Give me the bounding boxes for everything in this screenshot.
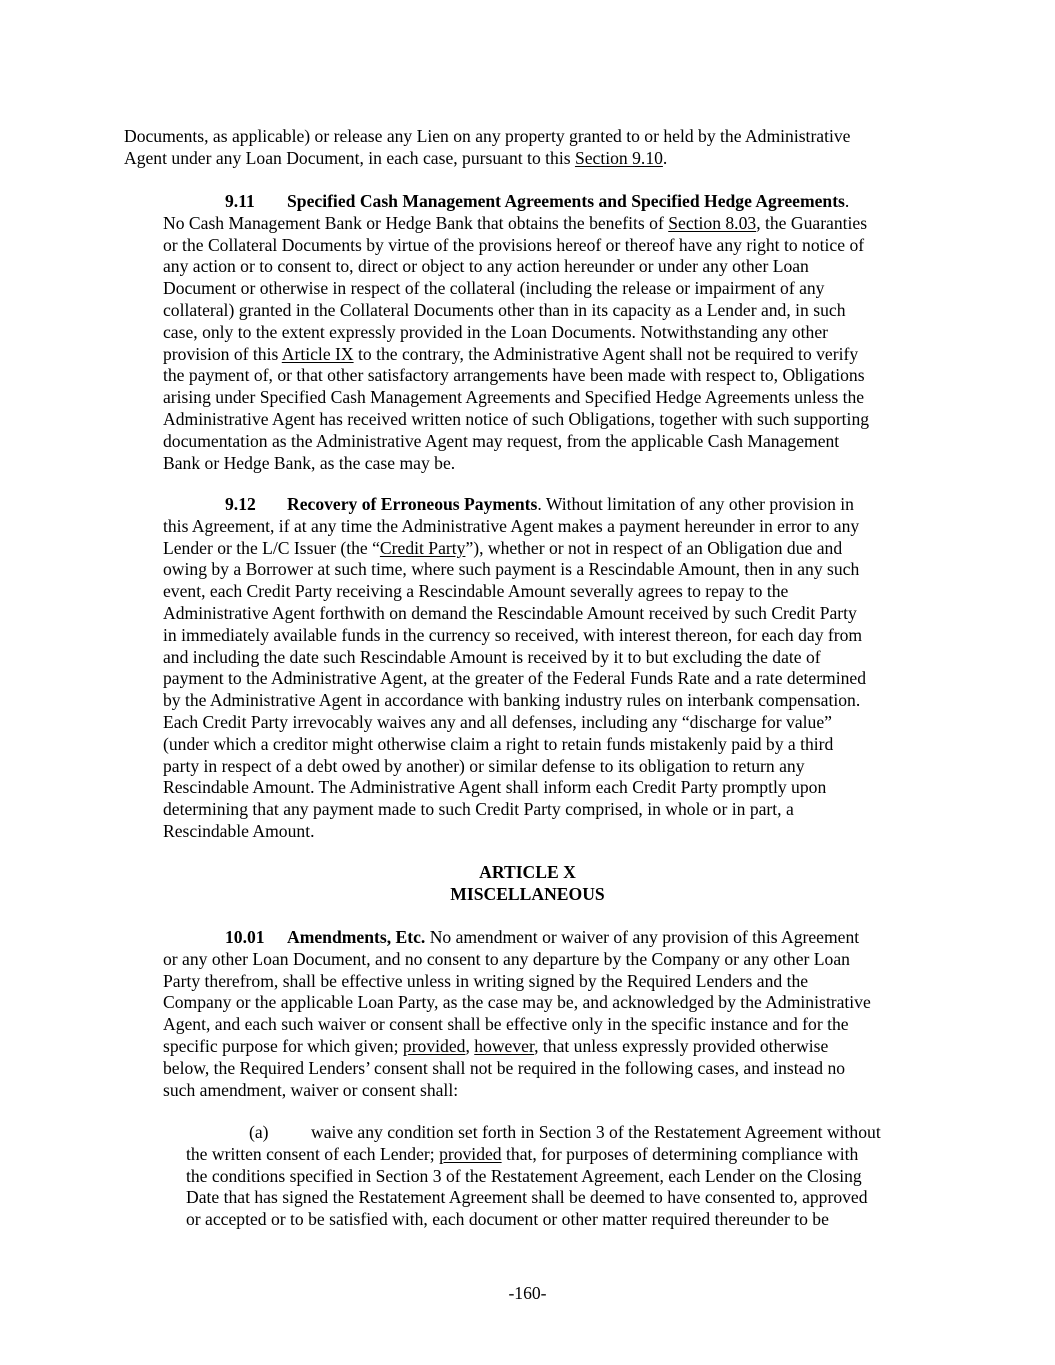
article-subtitle: MISCELLANEOUS [450,883,605,904]
section-heading: 9.12 Recovery of Erroneous Payments. Without limitation of any other provision in [225,494,854,514]
text-line: by the Administrative Agent in accordance with banking industry rules on interbank compensation. [163,690,861,711]
text-line: or accepted or to be satisfied with, each document or other matter required thereunder to be [186,1209,829,1230]
text-line: documentation as the Administrative Agent may request, from the applicable Cash Management [163,430,840,451]
section-number: 10.01 [225,927,265,947]
text-line: Rescindable Amount. [163,820,315,841]
text-line: Company or the applicable Loan Party, as the case may be, and acknowledged by the Administrative [163,992,871,1013]
clause-a [186,1122,881,1231]
text-line: event, each Credit Party receiving a Rescindable Amount severally agrees to repay to the [163,581,789,602]
section-reference-link: Section 8.03 [668,212,757,233]
text-line: determining that any payment made to such Credit Party comprised, in whole or in part, a [163,799,794,820]
defined-term: however [474,1035,535,1056]
text-line: or the Collateral Documents by virtue of the provisions hereof or thereof have any right to notice of [163,234,865,255]
text-line: Documents, as applicable) or release any Lien on any property granted to or held by the Administrative [124,126,851,146]
text-line: the payment of, or that other satisfactory arrangements have been made with respect to, Obligations [163,365,865,386]
section-reference-link: Section 9.10 [574,147,663,168]
section-number: 9.11 [225,191,255,211]
text-line: any action or to consent to, direct or object to any action hereunder or under any other Loan [163,256,809,277]
text-line: Agent under any Loan Document, in each case, pursuant to this Section 9.10. [124,147,668,168]
text-line: Administrative Agent has received written notice of such Obligations, together with such supporting [163,408,870,429]
text-line: Rescindable Amount. The Administrative Agent shall inform each Credit Party promptly upon [163,777,827,798]
section-number: 9.12 [225,494,256,514]
text-line: party in respect of a debt owed by another) or similar defense to its obligation to return any [163,755,805,776]
defined-term: provided [439,1143,502,1164]
text-line: this Agreement, if at any time the Administrative Agent makes a payment hereunder in error to any [163,515,860,536]
text-line: arising under Specified Cash Management Agreements and Specified Hedge Agreements unless the [163,387,865,408]
text-line: collateral) granted in the Collateral Documents other than in its capacity as a Lender and, in such [163,299,846,320]
section-heading: 10.01 Amendments, Etc. No amendment or waiver of any provision of this Agreement [225,927,860,947]
text-line: Each Credit Party irrevocably waives any and all defenses, including any “discharge for value” [163,711,832,732]
article-reference-link: Article IX [281,343,354,364]
section-heading: 9.11 Specified Cash Management Agreements and Specified Hedge Agreements. [225,191,850,211]
text-line: specific purpose for which given; provided, however, that unless expressly provided otherwise [163,1035,829,1056]
text-line: Document or otherwise in respect of the collateral (including the release or impairment of any [163,278,825,299]
text-line: owing by a Borrower at such time, where such payment is a Rescindable Amount, then in any such [163,559,860,580]
text-line: Bank or Hedge Bank, as the case may be. [163,452,456,473]
text-line: or any other Loan Document, and no consent to any departure by the Company or any other Loan [163,948,850,969]
text-line: (under which a creditor might otherwise claim a right to retain funds mistakenly paid by a third [163,733,834,754]
text-line: case, only to the extent expressly provided in the Loan Documents. Notwithstanding any other [163,321,828,342]
text-line: provision of this Article IX to the contrary, the Administrative Agent shall not be required to verify [163,343,859,364]
text-line: and including the date such Rescindable Amount is received by it to but excluding the date of [163,646,821,667]
text-line: Party therefrom, shall be effective unless in writing signed by the Required Lenders and the [163,970,809,991]
text-line: payment to the Administrative Agent, at the greater of the Federal Funds Rate and a rate determined [163,668,867,689]
text-line: below, the Required Lenders’ consent shall not be required in the following cases, and instead no [163,1057,846,1078]
text-line: Agent, and each such waiver or consent shall be effective only in the specific instance and for the [163,1014,849,1035]
section-title: Amendments, Etc. [287,927,426,947]
text-line: in immediately available funds in the currency so received, with interest thereon, for each day from [163,624,863,645]
text-line: Lender or the L/C Issuer (the “Credit Party”), whether or not in respect of an Obligation due and [163,537,843,558]
text-line: the written consent of each Lender; provided that, for purposes of determining compliance with [186,1143,859,1164]
intro-paragraph [124,126,851,170]
section-9-12 [163,494,866,843]
text-line: Administrative Agent forthwith on demand the Rescindable Amount received by such Credit Party [163,602,857,623]
page-number: -160- [508,1283,547,1303]
section-title: Recovery of Erroneous Payments [287,494,538,514]
defined-term: provided [402,1035,466,1056]
text-line: Date that has signed the Restatement Agreement shall be deemed to have consented to, approved [186,1187,868,1208]
article-title: ARTICLE X [479,862,576,882]
text-line: the conditions specified in Section 3 of the Restatement Agreement, each Lender on the Closing [186,1165,862,1186]
clause-label: (a) [249,1122,269,1142]
defined-term: Credit Party [379,537,466,558]
text-line: No Cash Management Bank or Hedge Bank that obtains the benefits of Section 8.03, the Guaranties [163,212,868,233]
article-heading [0,862,1055,906]
section-title: Specified Cash Management Agreements and Specified Hedge Agreements [287,191,845,211]
section-9-11 [163,191,869,474]
text-line: such amendment, waiver or consent shall: [163,1079,459,1100]
clause-heading: (a) waive any condition set forth in Section 3 of the Restatement Agreement without [249,1122,881,1142]
section-10-01 [163,927,871,1101]
